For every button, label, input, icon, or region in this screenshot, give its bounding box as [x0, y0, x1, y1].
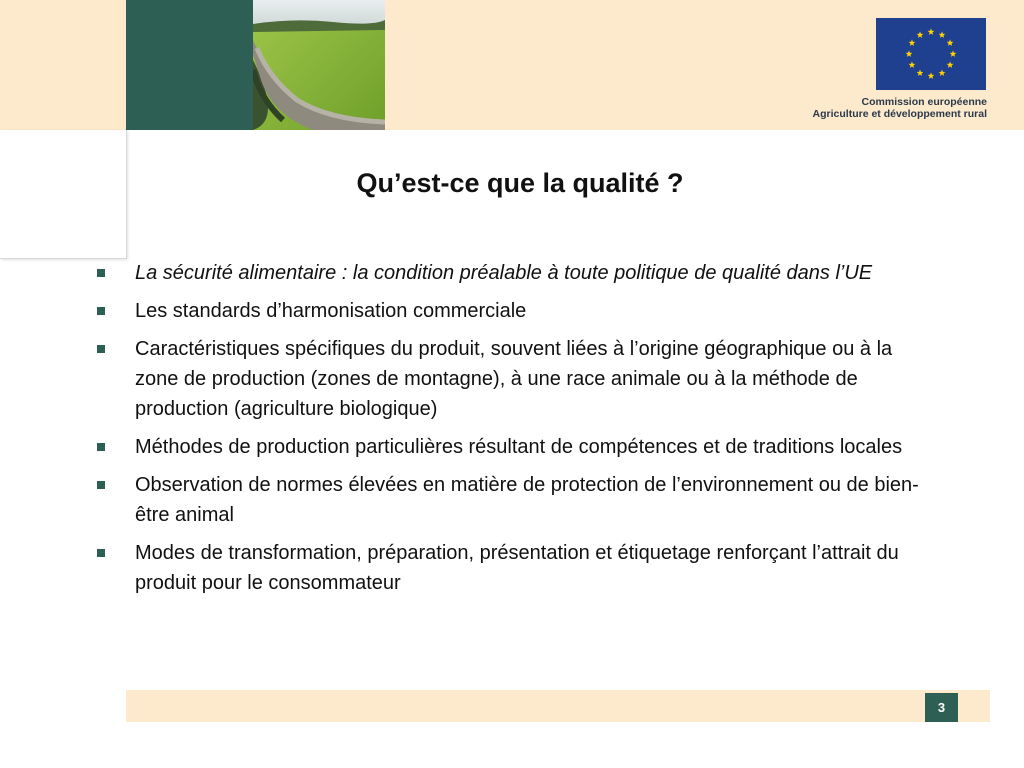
- org-name-line1: Commission européenne: [861, 96, 987, 108]
- bullet-square-icon: [97, 549, 105, 557]
- eu-star-icon: [917, 31, 924, 38]
- eu-star-icon: [947, 61, 954, 68]
- bullet-item: Modes de transformation, préparation, présentation et étiquetage renforçant l’attrait du produit pour le consommateur: [95, 538, 935, 598]
- countryside-photo: [253, 0, 385, 130]
- eu-star-icon: [939, 31, 946, 38]
- bullet-square-icon: [97, 481, 105, 489]
- page-number-badge: 3: [925, 693, 958, 722]
- eu-star-icon: [909, 61, 916, 68]
- eu-star-icon: [928, 72, 935, 79]
- bullet-item: Observation de normes élevées en matière de protection de l’environnement ou de bien-être animal: [95, 470, 935, 530]
- eu-star-icon: [939, 69, 946, 76]
- slide-title: Qu’est-ce que la qualité ?: [356, 168, 684, 198]
- header-accent-block: [126, 0, 253, 130]
- side-panel: [0, 130, 127, 259]
- eu-star-icon: [909, 39, 916, 46]
- bullet-square-icon: [97, 345, 105, 353]
- footer-band: [126, 690, 990, 722]
- eu-star-icon: [950, 50, 957, 57]
- org-name-line2: Agriculture et développement rural: [812, 108, 987, 120]
- eu-flag-icon: [876, 18, 986, 90]
- bullet-square-icon: [97, 307, 105, 315]
- bullet-item: Les standards d’harmonisation commerciale: [95, 296, 935, 326]
- eu-star-icon: [947, 39, 954, 46]
- eu-star-icon: [906, 50, 913, 57]
- bullet-item: Caractéristiques spécifiques du produit, souvent liées à l’origine géographique ou à la zone de production (zones de montagne), à une race animale ou à la méthode de production (agriculture biologique): [95, 334, 935, 424]
- bullet-item: La sécurité alimentaire : la condition préalable à toute politique de qualité dans l’UE: [95, 258, 935, 288]
- eu-star-icon: [917, 69, 924, 76]
- bullet-item: Méthodes de production particulières résultant de compétences et de traditions locales: [95, 432, 935, 462]
- bullet-square-icon: [97, 443, 105, 451]
- bullet-square-icon: [97, 269, 105, 277]
- bullet-list: [95, 258, 935, 606]
- eu-star-icon: [928, 28, 935, 35]
